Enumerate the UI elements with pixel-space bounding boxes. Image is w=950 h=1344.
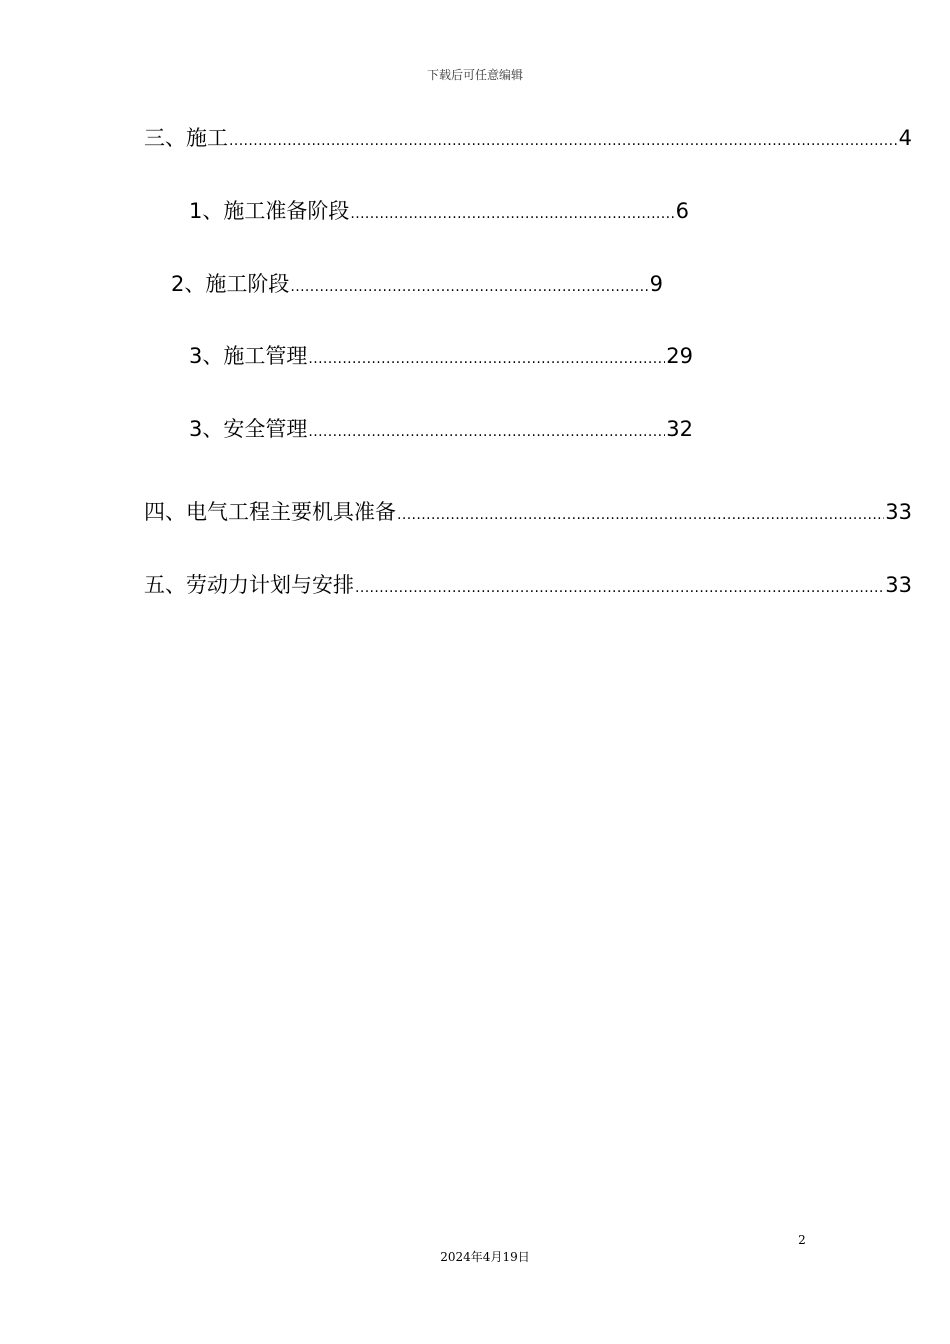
toc-dot-leader: [355, 574, 884, 602]
toc-dot-leader: [397, 501, 884, 529]
toc-entry-label: 3、施工管理: [189, 344, 308, 368]
toc-entry-safety-management[interactable]: [189, 415, 693, 446]
toc-entry-label: 四、电气工程主要机具准备: [144, 500, 396, 524]
toc-dot-leader: [350, 200, 674, 228]
toc-entry-construction-management[interactable]: [189, 342, 693, 373]
toc-entry-page: 29: [666, 344, 693, 368]
toc-dot-leader: [290, 273, 648, 301]
header-note: 下载后可任意编辑: [426, 68, 523, 82]
toc-entry-label: 3、安全管理: [189, 417, 308, 441]
toc-entry-label: 1、施工准备阶段: [189, 199, 350, 223]
toc-entry-page: 9: [649, 272, 663, 296]
toc-entry-label: 五、劳动力计划与安排: [144, 573, 354, 597]
toc-entry-construction-stage[interactable]: [171, 270, 663, 301]
toc-entry-label: 三、施工: [144, 126, 228, 150]
toc-dot-leader: [308, 418, 665, 446]
toc-dot-leader: [229, 127, 898, 155]
page-number: 2: [798, 1233, 806, 1247]
toc-entry-prep-stage[interactable]: [189, 197, 689, 228]
toc-entry-section-3[interactable]: [144, 124, 912, 155]
toc-entry-page: 32: [666, 417, 693, 441]
toc-dot-leader: [308, 345, 665, 373]
toc-entry-page: 6: [675, 199, 689, 223]
footer-date: 2024年4月19日: [440, 1250, 530, 1264]
toc-entry-page: 4: [898, 126, 912, 150]
toc-entry-section-4[interactable]: [144, 498, 912, 529]
toc-entry-page: 33: [885, 573, 912, 597]
toc-entry-page: 33: [885, 500, 912, 524]
toc-entry-section-5[interactable]: [144, 571, 912, 602]
toc-entry-label: 2、施工阶段: [171, 272, 290, 296]
